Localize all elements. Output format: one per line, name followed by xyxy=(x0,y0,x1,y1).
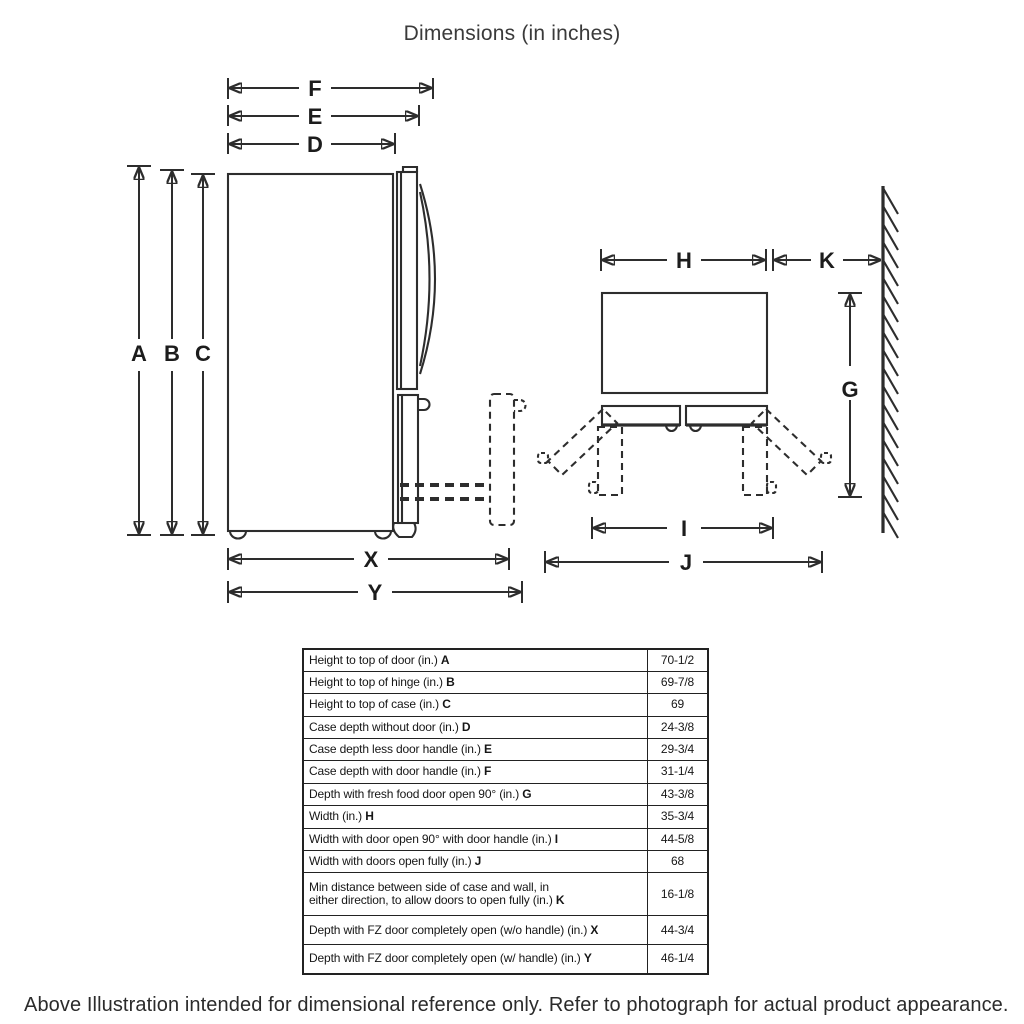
row-label xyxy=(303,873,648,916)
dim-label-H: H xyxy=(676,248,692,273)
row-label-text: Case depth without door (in.) xyxy=(309,719,459,734)
row-label xyxy=(303,916,648,945)
row-letter: K xyxy=(555,893,565,908)
right-door-closed xyxy=(686,406,767,425)
row-label-text: Case depth with door handle (in.) xyxy=(309,764,481,779)
dim-label-X: X xyxy=(363,547,379,572)
row-label-text: Height to top of hinge (in.) xyxy=(309,674,443,689)
drawer-handle xyxy=(418,399,430,410)
row-letter: D xyxy=(461,719,471,734)
left-door-open-full xyxy=(548,409,617,475)
row-label-text-line2: either direction, to allow doors to open fully (in.) xyxy=(309,893,553,908)
row-value: 29-3/4 xyxy=(648,739,709,761)
right-door-open-handle xyxy=(767,482,776,493)
dim-label-D: D xyxy=(307,132,323,157)
left-door-closed xyxy=(602,406,680,425)
row-value: 16-1/8 xyxy=(648,873,709,916)
dim-C xyxy=(191,174,215,535)
dim-H xyxy=(601,248,766,273)
table-row xyxy=(303,761,708,783)
row-letter: A xyxy=(440,652,450,667)
table-row xyxy=(303,916,708,945)
table-row xyxy=(303,739,708,761)
page-title: Dimensions (in inches) xyxy=(403,22,621,45)
wheel-right xyxy=(375,531,391,539)
row-value: 35-3/4 xyxy=(648,806,709,828)
right-door-open-90 xyxy=(743,427,767,495)
row-label-text: Depth with fresh food door open 90° (in.) xyxy=(309,786,520,801)
dim-label-F: F xyxy=(308,76,322,101)
table-row xyxy=(303,873,708,916)
row-label xyxy=(303,694,648,716)
doors-open-90-dashed xyxy=(589,427,776,495)
dim-label-Y: Y xyxy=(367,580,383,605)
dim-X xyxy=(228,547,509,572)
row-value: 43-3/8 xyxy=(648,783,709,805)
table-row xyxy=(303,694,708,716)
row-label xyxy=(303,945,648,974)
row-letter: Y xyxy=(583,951,592,966)
row-letter: B xyxy=(446,674,455,689)
row-letter: H xyxy=(365,809,374,824)
drawer-front-open xyxy=(490,394,514,525)
dim-F xyxy=(228,76,433,101)
row-letter: I xyxy=(554,831,558,846)
table-row xyxy=(303,783,708,805)
row-label-text: Width with door open 90° with door handle (in.) xyxy=(309,831,552,846)
doors-open-full-dashed xyxy=(538,409,831,475)
dim-Y xyxy=(228,580,522,605)
dim-D xyxy=(228,132,395,157)
table-row xyxy=(303,828,708,850)
disclaimer-text: Above Illustration intended for dimensional reference only. Refer to photograph for actual product appearance. xyxy=(24,994,1009,1016)
dim-J xyxy=(545,550,822,575)
row-label-text: Height to top of case (in.) xyxy=(309,697,440,712)
dim-label-C: C xyxy=(195,341,211,366)
dim-I xyxy=(592,516,773,541)
row-value: 24-3/8 xyxy=(648,716,709,738)
row-label xyxy=(303,649,648,671)
row-label-text: Case depth less door handle (in.) xyxy=(309,742,481,757)
row-letter: J xyxy=(474,853,482,868)
row-label-text: Min distance between side of case and wall, in xyxy=(309,879,549,894)
left-door-full-handle xyxy=(538,453,548,463)
fridge-side-outline xyxy=(228,167,435,539)
top-view xyxy=(538,186,898,575)
row-value: 44-5/8 xyxy=(648,828,709,850)
row-label-text: Width (in.) xyxy=(309,809,363,824)
row-value: 70-1/2 xyxy=(648,649,709,671)
row-letter: X xyxy=(590,922,599,937)
wheel-left xyxy=(230,531,246,539)
row-label xyxy=(303,783,648,805)
table-row xyxy=(303,649,708,671)
row-label-text: Height to top of door (in.) xyxy=(309,652,438,667)
fridge-top-outline xyxy=(602,293,767,431)
row-letter: G xyxy=(522,786,532,801)
row-label xyxy=(303,739,648,761)
row-label xyxy=(303,828,648,850)
door-handle-outer xyxy=(420,184,435,374)
row-value: 69-7/8 xyxy=(648,671,709,693)
row-label xyxy=(303,806,648,828)
right-door-full-handle xyxy=(821,453,831,463)
table-row xyxy=(303,716,708,738)
row-label xyxy=(303,851,648,873)
right-door-open-full xyxy=(752,409,821,475)
row-letter: E xyxy=(484,742,492,757)
row-label xyxy=(303,716,648,738)
dim-label-I: I xyxy=(680,516,688,541)
row-label-text: Width with doors open fully (in.) xyxy=(309,853,472,868)
row-value: 46-1/4 xyxy=(648,945,709,974)
row-label-text: Depth with FZ door completely open (w/ handle) (in.) xyxy=(309,951,581,966)
dim-G xyxy=(838,293,862,497)
wall-hatching xyxy=(883,188,898,538)
fridge-case-side xyxy=(228,174,393,531)
side-view xyxy=(127,76,526,605)
table-row xyxy=(303,945,708,974)
row-label-text: Depth with FZ door completely open (w/o handle) (in.) xyxy=(309,922,588,937)
dim-K xyxy=(773,248,880,273)
dim-B xyxy=(160,170,184,535)
dim-E xyxy=(228,104,419,129)
dimensions-table xyxy=(302,648,709,975)
dim-label-A: A xyxy=(131,341,147,366)
rear-foot xyxy=(393,523,415,537)
dim-label-J: J xyxy=(679,550,693,575)
table-row xyxy=(303,851,708,873)
dim-A xyxy=(127,166,151,535)
wall xyxy=(883,186,898,538)
row-letter: F xyxy=(484,764,492,779)
row-value: 68 xyxy=(648,851,709,873)
dim-label-B: B xyxy=(164,341,180,366)
table-row xyxy=(303,806,708,828)
drawer-handle-open xyxy=(514,400,526,411)
dim-label-K: K xyxy=(819,248,835,273)
table-row xyxy=(303,671,708,693)
row-value: 31-1/4 xyxy=(648,761,709,783)
row-value: 69 xyxy=(648,694,709,716)
left-door-open-handle xyxy=(589,482,598,493)
row-label xyxy=(303,761,648,783)
fridge-case-top xyxy=(602,293,767,393)
row-value: 44-3/4 xyxy=(648,916,709,945)
row-label xyxy=(303,671,648,693)
dim-label-E: E xyxy=(307,104,323,129)
dim-label-G: G xyxy=(841,377,859,402)
row-letter: C xyxy=(442,697,451,712)
